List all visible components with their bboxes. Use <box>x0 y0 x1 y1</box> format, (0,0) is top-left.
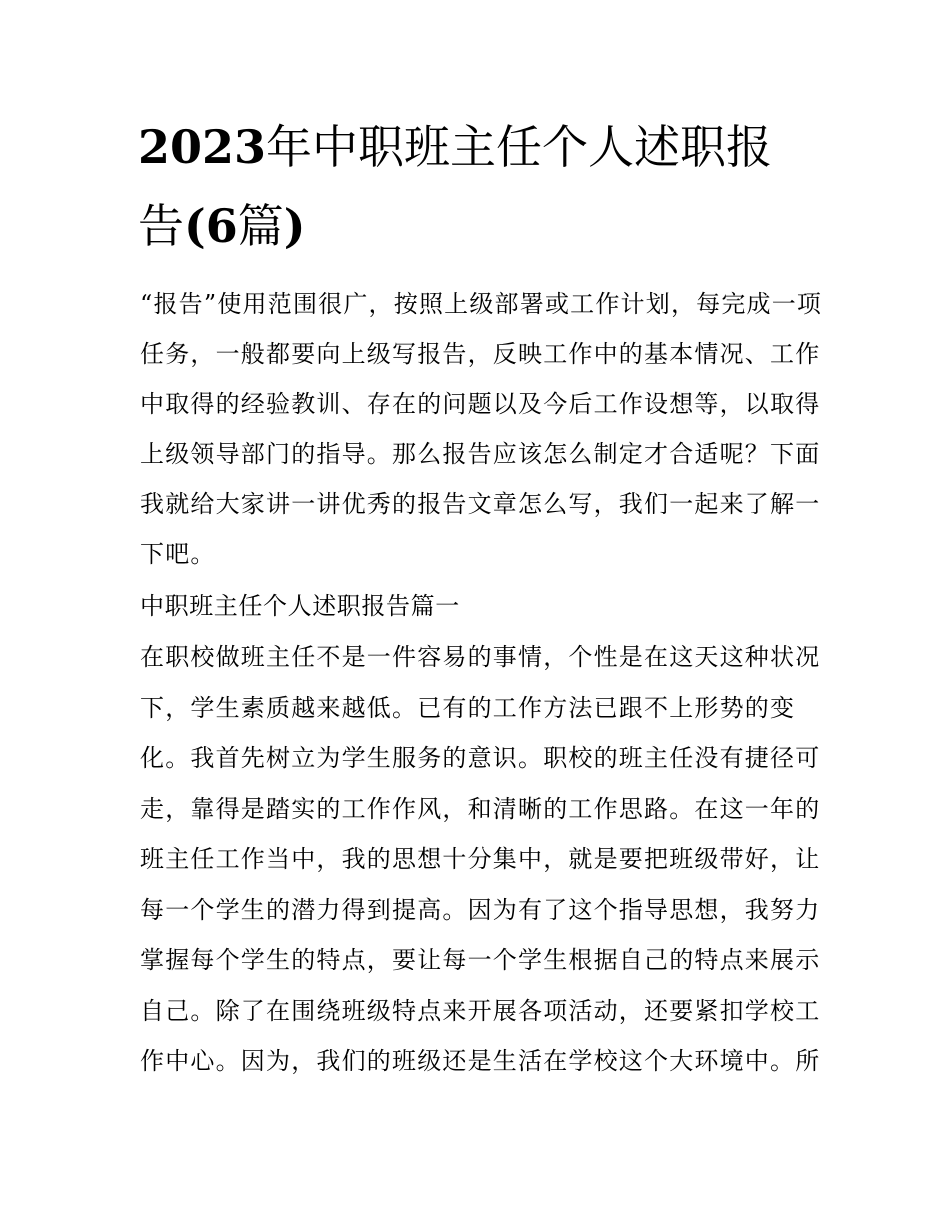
body-line: 每一个学生的潜力得到提高。因为有了这个指导思想，我努力 <box>140 896 821 924</box>
title-count: (6 <box>184 199 238 253</box>
intro-line: 我就给大家讲一讲优秀的报告文章怎么写，我们一起来了解一 <box>140 490 821 518</box>
body-line: 掌握每个学生的特点，要让每一个学生根据自己的特点来展示 <box>140 946 821 974</box>
intro-line: 下吧。 <box>140 540 216 568</box>
title-text-2b: 篇 <box>237 199 284 253</box>
intro-line: 上级领导部门的指导。那么报告应该怎么制定才合适呢？下面 <box>140 440 821 468</box>
document-title-line-1 <box>138 120 838 174</box>
intro-line: “报告”使用范围很广，按照上级部署或工作计划，每完成一项 <box>140 290 823 318</box>
intro-line: 任务，一般都要向上级写报告，反映工作中的基本情况、工作 <box>140 340 821 368</box>
document-title-line-2 <box>138 199 838 253</box>
body-line: 自己。除了在围绕班级特点来开展各项活动，还要紧扣学校工 <box>140 997 821 1025</box>
body-line: 走，靠得是踏实的工作作风，和清晰的工作思路。在这一年的 <box>140 795 821 823</box>
body-line: 下，学生素质越来越低。已有的工作方法已跟不上形势的变 <box>140 694 796 722</box>
title-text-1: 年中职班主任个人述职报 <box>266 120 773 174</box>
body-line: 班主任工作当中，我的思想十分集中，就是要把班级带好，让 <box>140 845 821 873</box>
section-heading: 中职班主任个人述职报告篇一 <box>140 592 460 620</box>
body-line: 作中心。因为，我们的班级还是生活在学校这个大环境中。所 <box>140 1047 821 1075</box>
intro-line: 中取得的经验教训、存在的问题以及今后工作设想等，以取得 <box>140 390 821 418</box>
title-year: 2023 <box>138 120 267 174</box>
title-paren-close: ) <box>283 199 306 253</box>
body-line: 在职校做班主任不是一件容易的事情，个性是在这天这种状况 <box>140 643 821 671</box>
body-line: 化。我首先树立为学生服务的意识。职校的班主任没有捷径可 <box>140 744 821 772</box>
title-text-2a: 告 <box>138 199 184 253</box>
